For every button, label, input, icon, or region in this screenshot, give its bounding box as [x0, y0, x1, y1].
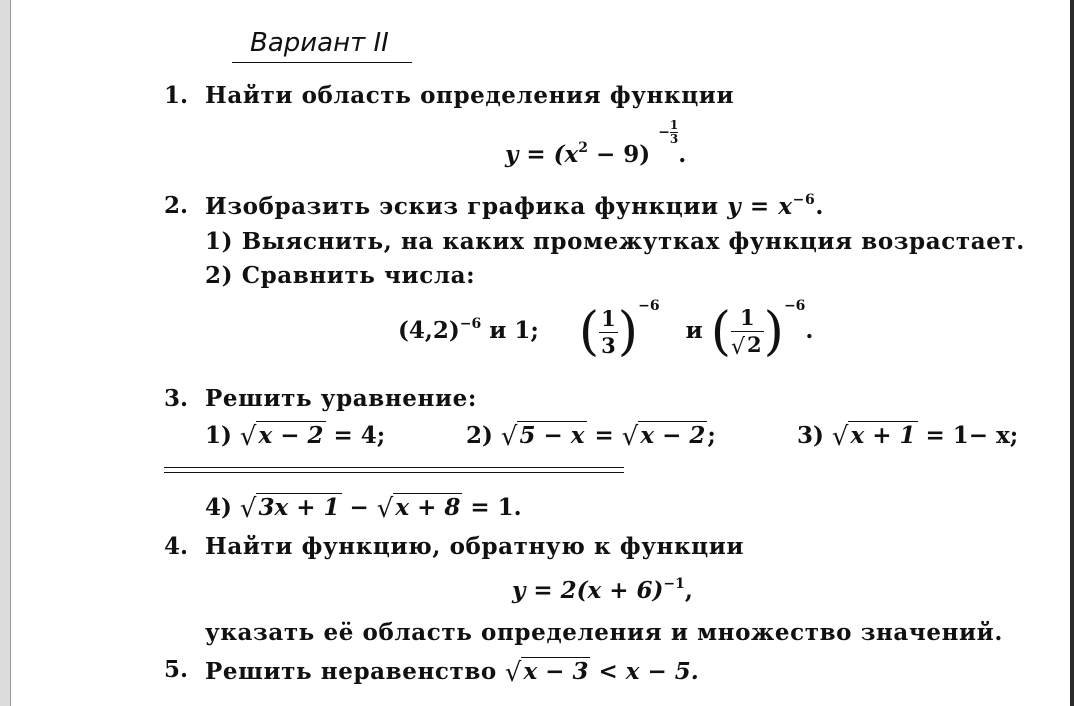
- frac-2-num: 1: [731, 305, 764, 332]
- frac-2-den: √2: [730, 332, 762, 360]
- cmp-and-1: и 1;: [481, 317, 539, 344]
- right-paren-2: ): [763, 302, 784, 362]
- eq-2-radicand-1: 5 − x: [519, 422, 585, 449]
- task-4-formula-body: y = 2(x + 6): [512, 577, 664, 604]
- eq-3-sqrt: √x + 1: [831, 422, 916, 452]
- eq-1-radicand: x − 2: [258, 422, 324, 449]
- eq-3-radicand: x + 1: [850, 422, 916, 449]
- task-2-sub-1: 1) Выяснить, на каких промежутках функция возрастает.: [205, 228, 1025, 255]
- frac-1-den: 3: [601, 332, 616, 358]
- eq-1-rhs: = 4;: [325, 422, 386, 449]
- eq-1-sqrt: √x − 2: [239, 422, 324, 452]
- cmp-exp-1: −6: [638, 298, 660, 314]
- task-3-number: 3.: [164, 385, 189, 412]
- task-2-func-exp: −6: [792, 192, 816, 208]
- eq-2-radicand-2: x − 2: [640, 422, 706, 449]
- eq-4-label: 4): [205, 494, 232, 521]
- task-5-radicand: x − 3: [523, 658, 589, 685]
- task-2-func-end: .: [815, 193, 824, 220]
- task-5-number: 5.: [164, 656, 189, 683]
- task-4-number: 4.: [164, 533, 189, 560]
- page-left-margin: [0, 0, 11, 706]
- sqrt-2-radicand: 2: [747, 332, 762, 357]
- eq-4-radicand-2: x + 8: [395, 494, 461, 521]
- equation-1: [205, 420, 385, 450]
- page-right-edge: [1070, 0, 1074, 706]
- task-5-rhs: < x − 5.: [590, 658, 699, 685]
- right-paren-1: ): [617, 302, 639, 362]
- task-4-formula: [512, 576, 693, 604]
- exponent-den: 3: [669, 131, 679, 146]
- double-rule-top: [164, 467, 624, 468]
- eq-4-radicand-1: 3x + 1: [258, 494, 340, 521]
- exponent-sign: −: [658, 124, 670, 140]
- formula-square: 2: [578, 140, 588, 156]
- equation-4: [205, 492, 522, 522]
- cmp-and-2: и: [685, 317, 703, 344]
- cmp-a: (4,2): [398, 317, 460, 344]
- task-5-sqrt: √x − 3: [504, 658, 589, 688]
- task-4-text: Найти функцию, обратную к функции: [205, 533, 745, 560]
- left-paren-2: (: [710, 302, 731, 362]
- formula-end: .: [678, 141, 687, 168]
- exponent-num: 1: [669, 117, 679, 132]
- task-2-compare: [398, 298, 814, 362]
- eq-4-rhs: = 1.: [462, 494, 522, 521]
- task-1-number: 1.: [164, 82, 189, 109]
- eq-4-sqrt-1: √3x + 1: [239, 494, 340, 524]
- formula-rest: − 9): [588, 141, 651, 168]
- task-2-func: y = x: [727, 193, 793, 220]
- eq-3-label: 3): [797, 422, 824, 449]
- task-1-text: Найти область определения функции: [205, 82, 735, 109]
- task-2-line: [205, 192, 824, 220]
- equation-3: [797, 420, 1018, 450]
- task-2-number: 2.: [164, 192, 189, 219]
- eq-2-sqrt-2: √x − 2: [621, 422, 706, 452]
- formula-exponent: [658, 119, 678, 146]
- eq-1-label: 1): [205, 422, 232, 449]
- equation-2: [466, 420, 716, 450]
- fraction-1-3: [599, 306, 618, 359]
- eq-4-sqrt-2: √x + 8: [376, 494, 461, 524]
- eq-2-label: 2): [466, 422, 493, 449]
- task-3-text: Решить уравнение:: [205, 385, 477, 412]
- eq-2-end: ;: [707, 422, 716, 449]
- cmp-a-exp: −6: [459, 316, 482, 332]
- frac-1-num: 1: [601, 305, 616, 331]
- fraction-1-sqrt2: [731, 305, 764, 359]
- cmp-exp-2: −6: [783, 298, 806, 314]
- formula-lhs: y = (x: [505, 141, 579, 168]
- task-2-text: Изобразить эскиз графика функции: [205, 193, 719, 220]
- task-2-sub-2: 2) Сравнить числа:: [205, 262, 476, 289]
- eq-2-equals: =: [586, 422, 622, 449]
- task-1-formula: [505, 117, 687, 172]
- eq-4-minus: −: [341, 494, 377, 521]
- title-underline: [232, 62, 412, 63]
- task-4-formula-exp: −1: [663, 576, 685, 592]
- cmp-end: .: [805, 317, 814, 344]
- double-rule-bottom: [164, 472, 624, 473]
- eq-2-sqrt-1: √5 − x: [500, 422, 585, 452]
- task-5-text: Решить неравенство: [205, 658, 497, 685]
- eq-3-rhs: = 1− x;: [917, 422, 1019, 449]
- task-5-line: [205, 656, 699, 686]
- variant-title: Вариант II: [250, 28, 389, 58]
- task-4-formula-end: ,: [684, 577, 693, 604]
- left-paren-1: (: [578, 302, 600, 362]
- task-4-text-2: указать её область определения и множество значений.: [205, 619, 1003, 646]
